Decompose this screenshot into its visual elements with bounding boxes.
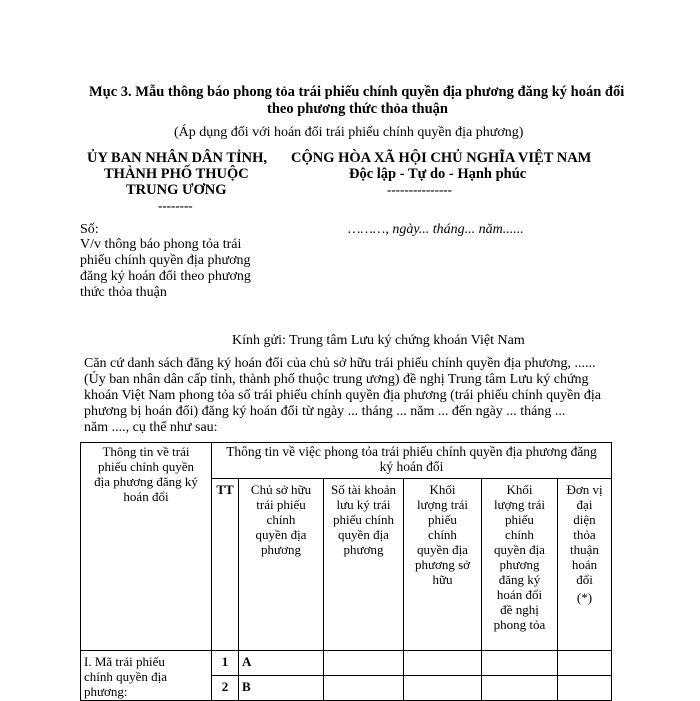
body-line-3: khoán Việt Nam phong tỏa số trái phiếu chính quyền địa phương (trái phiếu chính quyền địa (84, 388, 602, 403)
table-row (81, 651, 612, 676)
subject-line-2: phiếu chính quyền địa phương (80, 253, 251, 268)
body-line-5: năm ...., cụ thể như sau: (84, 420, 218, 435)
document-number: Số: (80, 222, 99, 237)
subject-line-1: V/v thông báo phong tỏa trái (80, 237, 242, 252)
heading-line-2: theo phương thức thỏa thuận (267, 101, 448, 117)
heading-line-1: Mục 3. Mẫu thông báo phong tỏa trái phiếu chính quyền địa phương đăng ký hoán đổi (89, 84, 625, 100)
body-line-4: phương bị hoán đổi) đăng ký hoán đổi từ ngày ... tháng ... năm ... đến ngày ... tháng ... (84, 404, 566, 419)
header-tt: TT (212, 479, 239, 651)
header-requested-volume: Khối lượng trái phiếu chính quyền địa phương đăng ký hoán đổi đề nghị phong tỏa (482, 479, 558, 651)
subject-line-3: đăng ký hoán đổi theo phương (80, 269, 251, 284)
subject-line-4: thức thỏa thuận (80, 285, 167, 300)
row-cell (558, 676, 612, 701)
header-account: Số tài khoản lưu ký trái phiếu chính quyền địa phương (324, 479, 404, 651)
left-header-line-3: TRUNG ƯƠNG (126, 182, 227, 198)
header-agent: Đơn vị đại diện thỏa thuận hoán đổi (*) (558, 479, 612, 651)
left-header-rule: -------- (158, 198, 193, 213)
right-header-rule: --------------- (387, 182, 452, 197)
lockdown-table (80, 442, 612, 701)
row-tt: 2 (212, 676, 239, 701)
heading-subtitle: (Áp dụng đối với hoán đổi trái phiếu chính quyền địa phương) (174, 125, 524, 140)
row-cell (404, 676, 482, 701)
row-owner: B (239, 676, 324, 701)
date-line: ………, ngày... tháng... năm...... (348, 222, 524, 237)
row-cell (324, 651, 404, 676)
header-bond-info: Thông tin về trái phiếu chính quyền địa phương đăng ký hoán đổi (81, 443, 212, 651)
body-line-1: Căn cứ danh sách đăng ký hoán đổi của chủ sở hữu trái phiếu chính quyền địa phương, ...... (84, 356, 596, 371)
row-cell (404, 651, 482, 676)
left-header-line-1: ỦY BAN NHÂN DÂN TỈNH, (87, 150, 268, 166)
row-cell (558, 651, 612, 676)
row-label-bond-code: I. Mã trái phiếu chính quyền địa phương: (81, 651, 212, 701)
row-cell (324, 676, 404, 701)
row-cell (482, 651, 558, 676)
body-line-2: (Ủy ban nhân dân cấp tỉnh, thành phố thuộc trung ương) đề nghị Trung tâm Lưu ký chứng (84, 372, 589, 387)
national-title: CỘNG HÒA XÃ HỘI CHỦ NGHĨA VIỆT NAM (291, 150, 592, 166)
header-owned-volume: Khối lượng trái phiếu chính quyền địa phương sở hữu (404, 479, 482, 651)
row-tt: 1 (212, 651, 239, 676)
recipient: Kính gửi: Trung tâm Lưu ký chứng khoán Việt Nam (232, 333, 525, 348)
national-motto: Độc lập - Tự do - Hạnh phúc (349, 166, 527, 182)
left-header-line-2: THÀNH PHỐ THUỘC (104, 166, 249, 182)
header-lock-info: Thông tin về việc phong tỏa trái phiếu chính quyền địa phương đăng ký hoán đổi (212, 443, 612, 479)
row-owner: A (239, 651, 324, 676)
header-owner: Chủ sở hữu trái phiếu chính quyền địa phương (239, 479, 324, 651)
row-cell (482, 676, 558, 701)
